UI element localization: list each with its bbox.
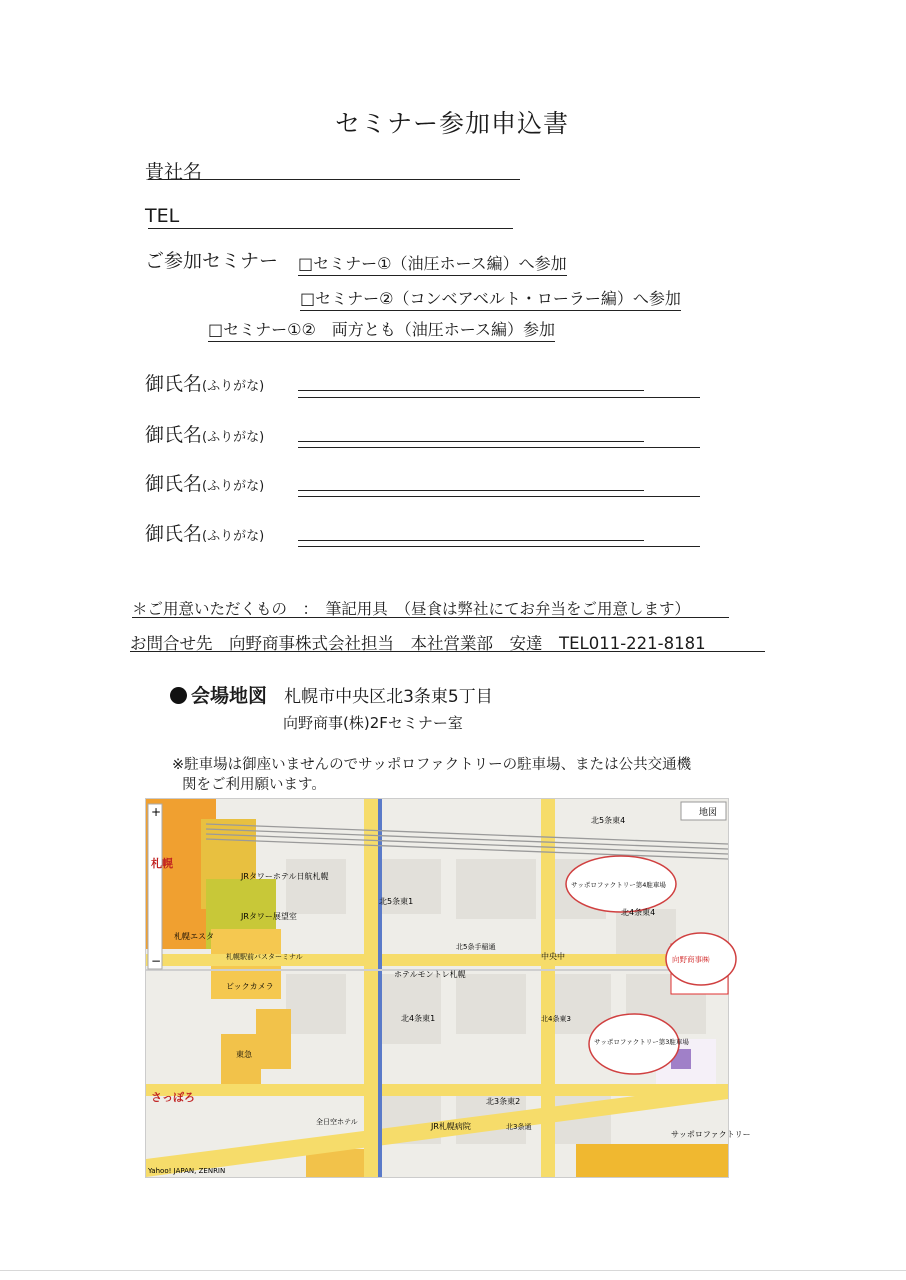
venue-room: 向野商事(株)2Fセミナー室 [283, 714, 463, 732]
svg-text:−: − [151, 954, 162, 968]
furigana-field-1[interactable] [298, 390, 644, 391]
tel-field[interactable] [148, 228, 513, 229]
furigana-field-4[interactable] [298, 540, 644, 541]
label-jr-hotel: JRタワーホテル日航札幌 [241, 872, 329, 881]
map-graphic [146, 799, 751, 1177]
furigana-label: (ふりがな) [202, 529, 265, 544]
label-hotel-zennikku: 全日空ホテル [316, 1118, 358, 1126]
furigana-label: (ふりがな) [202, 379, 265, 394]
label-tokyu: 東急 [236, 1050, 252, 1059]
label-bus: 札幌駅前バスターミナル [226, 953, 303, 961]
name-row-1 [145, 369, 264, 396]
furigana-label: (ふりがな) [202, 479, 265, 494]
contact-info: お問合せ先 向野商事株式会社担当 本社営業部 安達 TEL011-221-8181 [130, 634, 706, 653]
company-field[interactable] [148, 179, 520, 180]
name-label: 御氏名 [145, 473, 203, 495]
label-mukaino: 向野商事㈱ [672, 955, 710, 964]
name-row-4 [145, 519, 264, 546]
name-row-2 [145, 420, 264, 447]
label-north3e2: 北3条東2 [486, 1097, 521, 1106]
bullet-icon [170, 687, 187, 704]
seminar-option-2[interactable]: □セミナー②（コンベアベルト・ローラー編）へ参加 [300, 286, 681, 311]
map-heading-row [170, 681, 493, 708]
label-hotel-monterey: ホテルモントレ札幌 [394, 970, 466, 979]
name-label: 御氏名 [145, 523, 203, 545]
seminar-option-1[interactable]: □セミナー①（油圧ホース編）へ参加 [298, 251, 567, 276]
label-north5e1: 北5条東1 [379, 897, 414, 906]
map-type-button: 地図 [699, 808, 718, 818]
label-susukino: さっぽろ [151, 1091, 195, 1104]
label-bic: ビックカメラ [226, 982, 274, 991]
label-factory-parking-2: サッポロファクトリー第3駐車場 [594, 1038, 689, 1046]
svg-text:+: + [151, 805, 162, 819]
label-north5e4: 北5条東4 [591, 816, 626, 825]
furigana-field-3[interactable] [298, 490, 644, 491]
name-field-1[interactable] [298, 397, 700, 398]
map-heading: 会場地図 [191, 685, 268, 707]
label-north3-street: 北3条通 [506, 1123, 532, 1131]
name-field-3[interactable] [298, 496, 700, 497]
label-jr-hospital: JR札幌病院 [431, 1122, 471, 1131]
furigana-label: (ふりがな) [202, 430, 265, 445]
contact-underline [130, 651, 765, 652]
parking-note-1: ※駐車場は御座いませんのでサッポロファクトリーの駐車場、または公共交通機 [172, 757, 692, 773]
name-label: 御氏名 [145, 373, 203, 395]
name-label: 御氏名 [145, 424, 203, 446]
seminar-option-3[interactable]: □セミナー①② 両方とも（油圧ホース編）参加 [208, 317, 555, 342]
name-row-3 [145, 469, 264, 496]
tel-label: TEL [145, 205, 180, 227]
map-credit: Yahoo! JAPAN, ZENRIN [148, 1167, 226, 1175]
name-field-2[interactable] [298, 447, 700, 448]
furigana-field-2[interactable] [298, 441, 644, 442]
label-esta: 札幌エスタ [174, 932, 214, 941]
label-factory-parking-1: サッポロファクトリー第4駐車場 [571, 881, 666, 889]
bring-note-underline [132, 617, 729, 618]
parking-note-2: 関をご利用願います。 [182, 777, 326, 793]
bring-note: ＊ご用意いただくもの ： 筆記用具 （昼食は弊社にてお弁当をご用意します） [132, 600, 691, 618]
seminar-label: ご参加セミナー [145, 250, 279, 272]
label-sapporo: 札幌 [151, 857, 173, 870]
venue-map[interactable] [145, 798, 751, 1178]
label-n4e3: 北4条東3 [541, 1015, 571, 1023]
company-label: 貴社名 [145, 161, 203, 183]
page-title: セミナー参加申込書 [335, 109, 570, 138]
label-chuo: 中央中 [541, 952, 565, 961]
page-bottom-edge [0, 1270, 906, 1271]
label-factory: サッポロファクトリー [671, 1130, 751, 1139]
name-field-4[interactable] [298, 546, 700, 547]
label-north4e4: 北4条東4 [621, 908, 656, 917]
label-jr-tower: JRタワー展望室 [241, 912, 297, 921]
label-north4e1: 北4条東1 [401, 1014, 436, 1023]
venue-address: 札幌市中央区北3条東5丁目 [284, 687, 493, 707]
label-north5-street: 北5条手稲通 [456, 943, 496, 951]
